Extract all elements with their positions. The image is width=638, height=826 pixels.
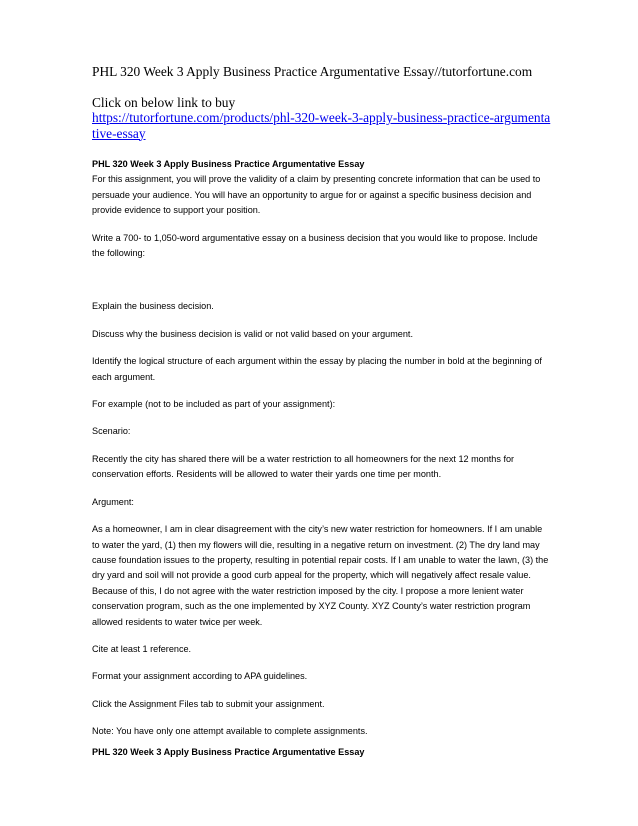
assignment-body [92, 157, 552, 760]
scenario-label: Scenario: [92, 426, 131, 437]
explain-item: Explain the business decision. [92, 301, 214, 312]
discuss-item: Discuss why the business decision is valid or not valid based on your argument. [92, 328, 413, 339]
format-item: Format your assignment according to APA guidelines. [92, 671, 308, 682]
submit-item: Click the Assignment Files tab to submit your assignment. [92, 698, 325, 709]
identify-item: Identify the logical structure of each argument within the essay by placing the number in bold at the beginning of each argument. [92, 356, 542, 382]
buy-text: Click on below link to buy [92, 94, 236, 110]
document-title: PHL 320 Week 3 Apply Business Practice Argumentative Essay//tutorfortune.com [92, 64, 533, 79]
argument-label: Argument: [92, 496, 134, 507]
write-paragraph: Write a 700- to 1,050-word argumentative essay on a business decision that you would like to propose. Include the following: [92, 232, 538, 259]
intro-paragraph: For this assignment, you will prove the validity of a claim by presenting concrete information that can be used to persuade your audience. You will have an opportunity to argue for or against a specific business decision and provide evidence to support your position. [92, 174, 541, 216]
assignment-heading: PHL 320 Week 3 Apply Business Practice Argumentative Essay [92, 159, 365, 169]
document-page [92, 64, 552, 760]
footer-heading: PHL 320 Week 3 Apply Business Practice Argumentative Essay [92, 746, 365, 757]
scenario-paragraph: Recently the city has shared there will be a water restriction to all homeowners for the next 12 months for conservation efforts. Residents will be allowed to water their yards one time per month. [92, 453, 515, 480]
note-item: Note: You have only one attempt available to complete assignments. [92, 726, 368, 737]
buy-section [92, 95, 552, 142]
cite-item: Cite at least 1 reference. [92, 643, 192, 654]
buy-link[interactable]: https://tutorfortune.com/products/phl-320-week-3-apply-business-practice-argumentative-essay [92, 110, 551, 141]
example-line: For example (not to be included as part of your assignment): [92, 399, 336, 410]
argument-paragraph: As a homeowner, I am in clear disagreement with the city’s new water restriction for homeowners. If I am unable to water the yard, (1) then my flowers will die, resulting in a negative return on investment. (2) The dry land may cause foundation issues to the property, resulting in potential repair costs. If I am unable to water the lawn, (3) the dry yard and soil will not provide a good curb appeal for the property, which will negatively affect resale value. Because of this, I do not agree with the water restriction imposed by the city. I propose a more lenient water conservation program, such as the one implemented by XYZ County. XYZ County’s water restriction program allowed residents to water twice per week. [92, 524, 549, 627]
